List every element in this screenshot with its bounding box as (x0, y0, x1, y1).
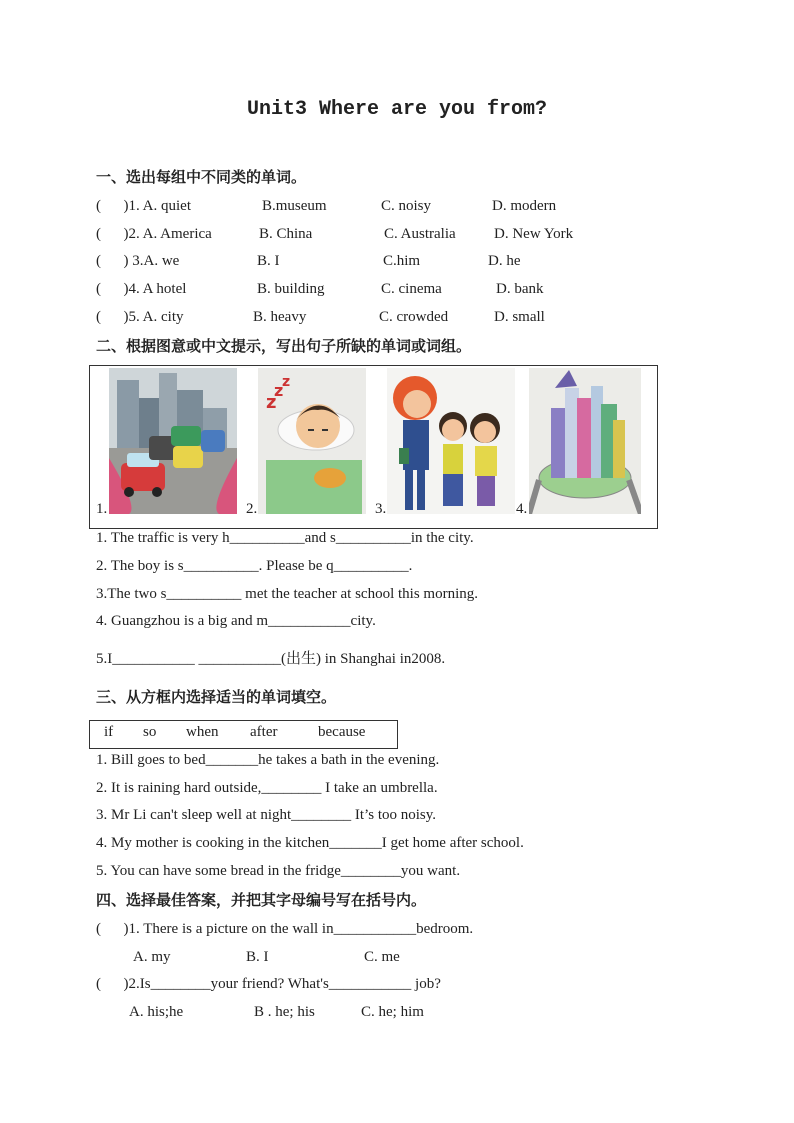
s1-row-3-b: B. I (257, 253, 280, 269)
teacher-students-picture (387, 368, 515, 514)
s3-line-2: 2. It is raining hard outside,________ I take an umbrella. (96, 780, 438, 796)
word-bank-if: if (104, 724, 114, 740)
s1-row-2-a: ( )2. A. America (96, 226, 212, 242)
s4-q2-option-b: B . he; his (254, 1004, 315, 1020)
word-bank-when: when (186, 724, 219, 740)
s1-row-1-b: B.museum (262, 198, 327, 214)
section-2-heading: 二、根据图意或中文提示，写出句子所缺的单词或词组。 (96, 337, 472, 355)
s1-row-2-d: D. New York (494, 226, 574, 242)
s1-row-4-b: B. building (257, 281, 325, 297)
s4-q2-option-a: A. his;he (129, 1004, 184, 1020)
s2-line-5: 5.I___________ ___________(出生) in Shanghai in2008. (96, 651, 446, 667)
s1-row-5-b: B. heavy (253, 309, 307, 325)
word-bank-so: so (143, 724, 157, 740)
svg-text:z: z (274, 381, 284, 400)
picture-number-3: 3. (375, 501, 387, 517)
s4-q2-option-c: C. he; him (361, 1004, 424, 1020)
s1-row-3-c: C.him (383, 253, 421, 269)
section-4-heading: 四、选择最佳答案，并把其字母编号写在括号内。 (96, 891, 427, 909)
s3-line-1: 1. Bill goes to bed_______he takes a bath in the evening. (96, 752, 440, 768)
s1-row-4-c: C. cinema (381, 281, 442, 297)
s2-line-1: 1. The traffic is very h__________and s__________in the city. (96, 530, 474, 546)
picture-number-4: 4. (516, 501, 528, 517)
section-1-heading: 一、选出每组中不同类的单词。 (96, 168, 307, 186)
traffic-city-picture (109, 368, 237, 514)
s3-line-4: 4. My mother is cooking in the kitchen_______I get home after school. (96, 835, 524, 851)
word-bank-after: after (250, 724, 278, 740)
big-city-picture (529, 368, 641, 514)
s1-row-5-a: ( )5. A. city (96, 309, 184, 325)
s4-question-2: ( )2.Is________your friend? What's___________ job? (96, 976, 441, 992)
s1-row-4-d: D. bank (496, 281, 544, 297)
s1-row-4-a: ( )4. A hotel (96, 281, 187, 297)
s2-line-4: 4. Guangzhou is a big and m___________city. (96, 613, 376, 629)
picture-number-1: 1. (96, 501, 108, 517)
s4-q1-option-a: A. my (133, 949, 171, 965)
sleeping-boy-picture (258, 368, 366, 514)
s4-question-1: ( )1. There is a picture on the wall in___________bedroom. (96, 921, 474, 937)
s1-row-1-d: D. modern (492, 198, 557, 214)
s4-q1-option-b: B. I (246, 949, 269, 965)
picture-number-2: 2. (246, 501, 258, 517)
s3-line-5: 5. You can have some bread in the fridge________you want. (96, 863, 461, 879)
s1-row-3-d: D. he (488, 253, 521, 269)
s2-line-3: 3.The two s__________ met the teacher at school this morning. (96, 586, 479, 602)
s3-line-3: 3. Mr Li can't sleep well at night________ It’s too noisy. (96, 807, 437, 823)
s2-line-2: 2. The boy is s__________. Please be q__________. (96, 558, 413, 574)
s1-row-1-a: ( )1. A. quiet (96, 198, 191, 214)
section-3-heading: 三、从方框内选择适当的单词填空。 (96, 688, 337, 706)
svg-text:z: z (266, 392, 277, 413)
s1-row-3-a: ( ) 3.A. we (96, 253, 180, 269)
s1-row-5-c: C. crowded (379, 309, 449, 325)
s4-q1-option-c: C. me (364, 949, 400, 965)
s1-row-2-b: B. China (259, 226, 313, 242)
s1-row-5-d: D. small (494, 309, 545, 325)
word-bank-because: because (318, 724, 366, 740)
page-title: Unit3 Where are you from? (246, 98, 548, 121)
s1-row-1-c: C. noisy (381, 198, 432, 214)
s1-row-2-c: C. Australia (384, 226, 456, 242)
svg-text:z: z (282, 374, 291, 390)
